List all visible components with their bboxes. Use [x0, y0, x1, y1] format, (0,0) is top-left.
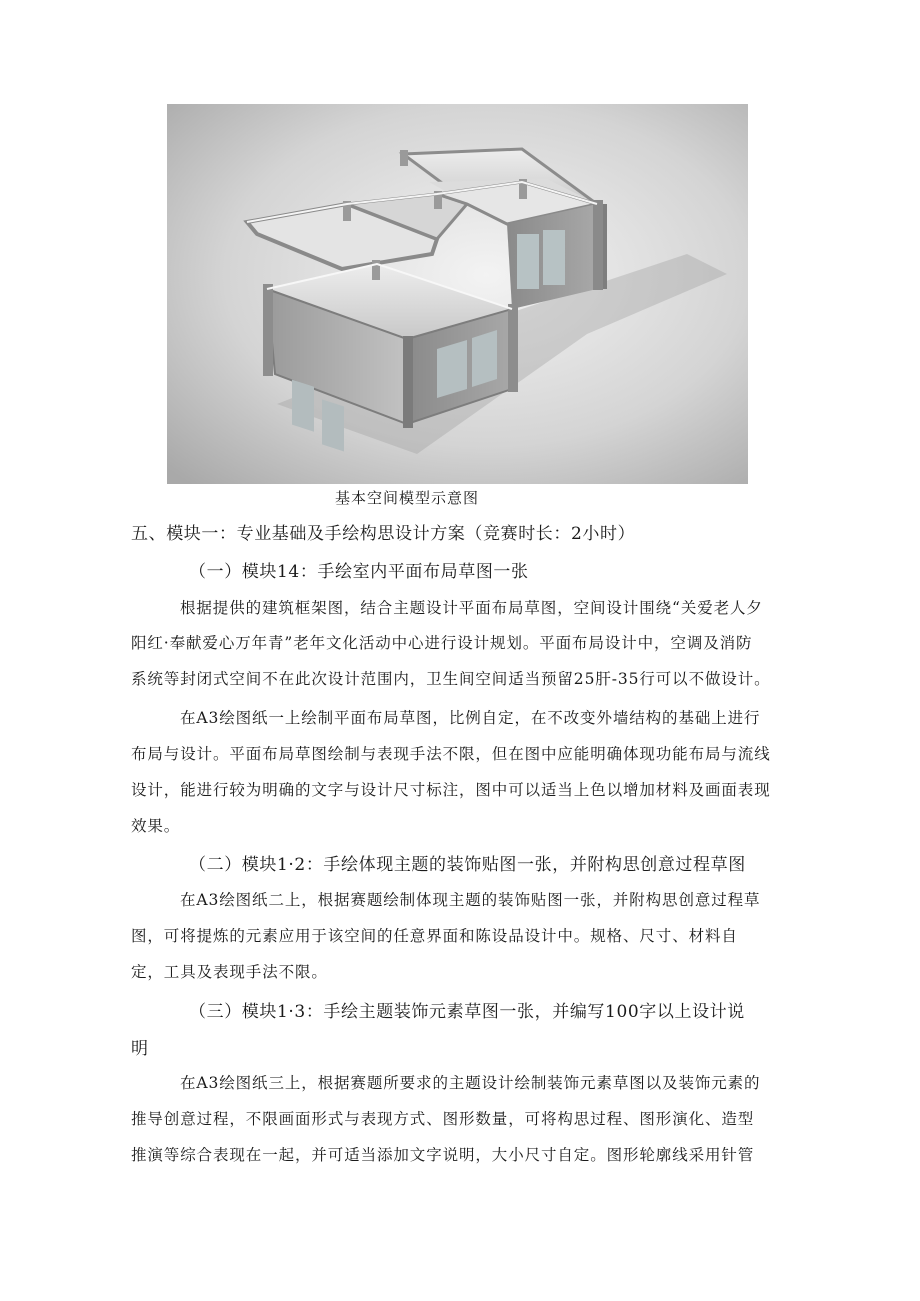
paragraph-line: 定，工具及表现手法不限。	[131, 963, 328, 981]
paragraph-line: 推导创意过程，不限画面形式与表现方式、图形数量，可将构思过程、图形演化、造型	[131, 1110, 755, 1128]
paragraph-line: 设计，能进行较为明确的文字与设计尺寸标注，图中可以适当上色以增加材料及画面表现	[131, 781, 771, 799]
paragraph-line: 布局与设计。平面布局草图绘制与表现手法不限，但在图中应能明确体现功能布局与流线	[131, 745, 771, 763]
subsection-heading-3: （三）模块1·3：手绘主题装饰元素草图一张，并编写100字以上设计说	[189, 1002, 745, 1022]
space-model-render	[167, 104, 748, 484]
paragraph-line: 在A3绘图纸一上绘制平面布局草图，比例自定，在不改变外墙结构的基础上进行	[180, 709, 761, 727]
figure-caption: 基本空间模型示意图	[335, 489, 480, 507]
subsection-heading-1: （一）模块14：手绘室内平面布局草图一张	[189, 562, 529, 582]
paragraph-line: 图，可将提炼的元素应用于该空间的任意界面和陈设品设计中。规格、尺寸、材料自	[131, 927, 738, 945]
subsection-heading-3-continued: 明	[131, 1039, 149, 1059]
paragraph-line: 在A3绘图纸三上，根据赛题所要求的主题设计绘制装饰元素草图以及装饰元素的	[180, 1074, 761, 1092]
section-heading: 五、模块一：专业基础及手绘构思设计方案（竞赛时长：2小时）	[131, 524, 636, 544]
paragraph-line: 效果。	[131, 817, 181, 835]
paragraph-line: 根据提供的建筑框架图，结合主题设计平面布局草图，空间设计围绕“关爱老人夕	[180, 599, 763, 617]
paragraph-line: 在A3绘图纸二上，根据赛题绘制体现主题的装饰贴图一张，并附构思创意过程草	[180, 891, 761, 909]
subsection-heading-2: （二）模块1·2：手绘体现主题的装饰贴图一张，并附构思创意过程草图	[189, 855, 746, 875]
paragraph-line: 阳红·奉献爱心万年青”老年文化活动中心进行设计规划。平面布局设计中，空调及消防	[131, 634, 753, 652]
paragraph-line: 推演等综合表现在一起，并可适当添加文字说明，大小尺寸自定。图形轮廓线采用针管	[131, 1146, 755, 1164]
paragraph-line: 系统等封闭式空间不在此次设计范围内，卫生间空间适当预留25肝-35行可以不做设计。	[131, 670, 771, 688]
